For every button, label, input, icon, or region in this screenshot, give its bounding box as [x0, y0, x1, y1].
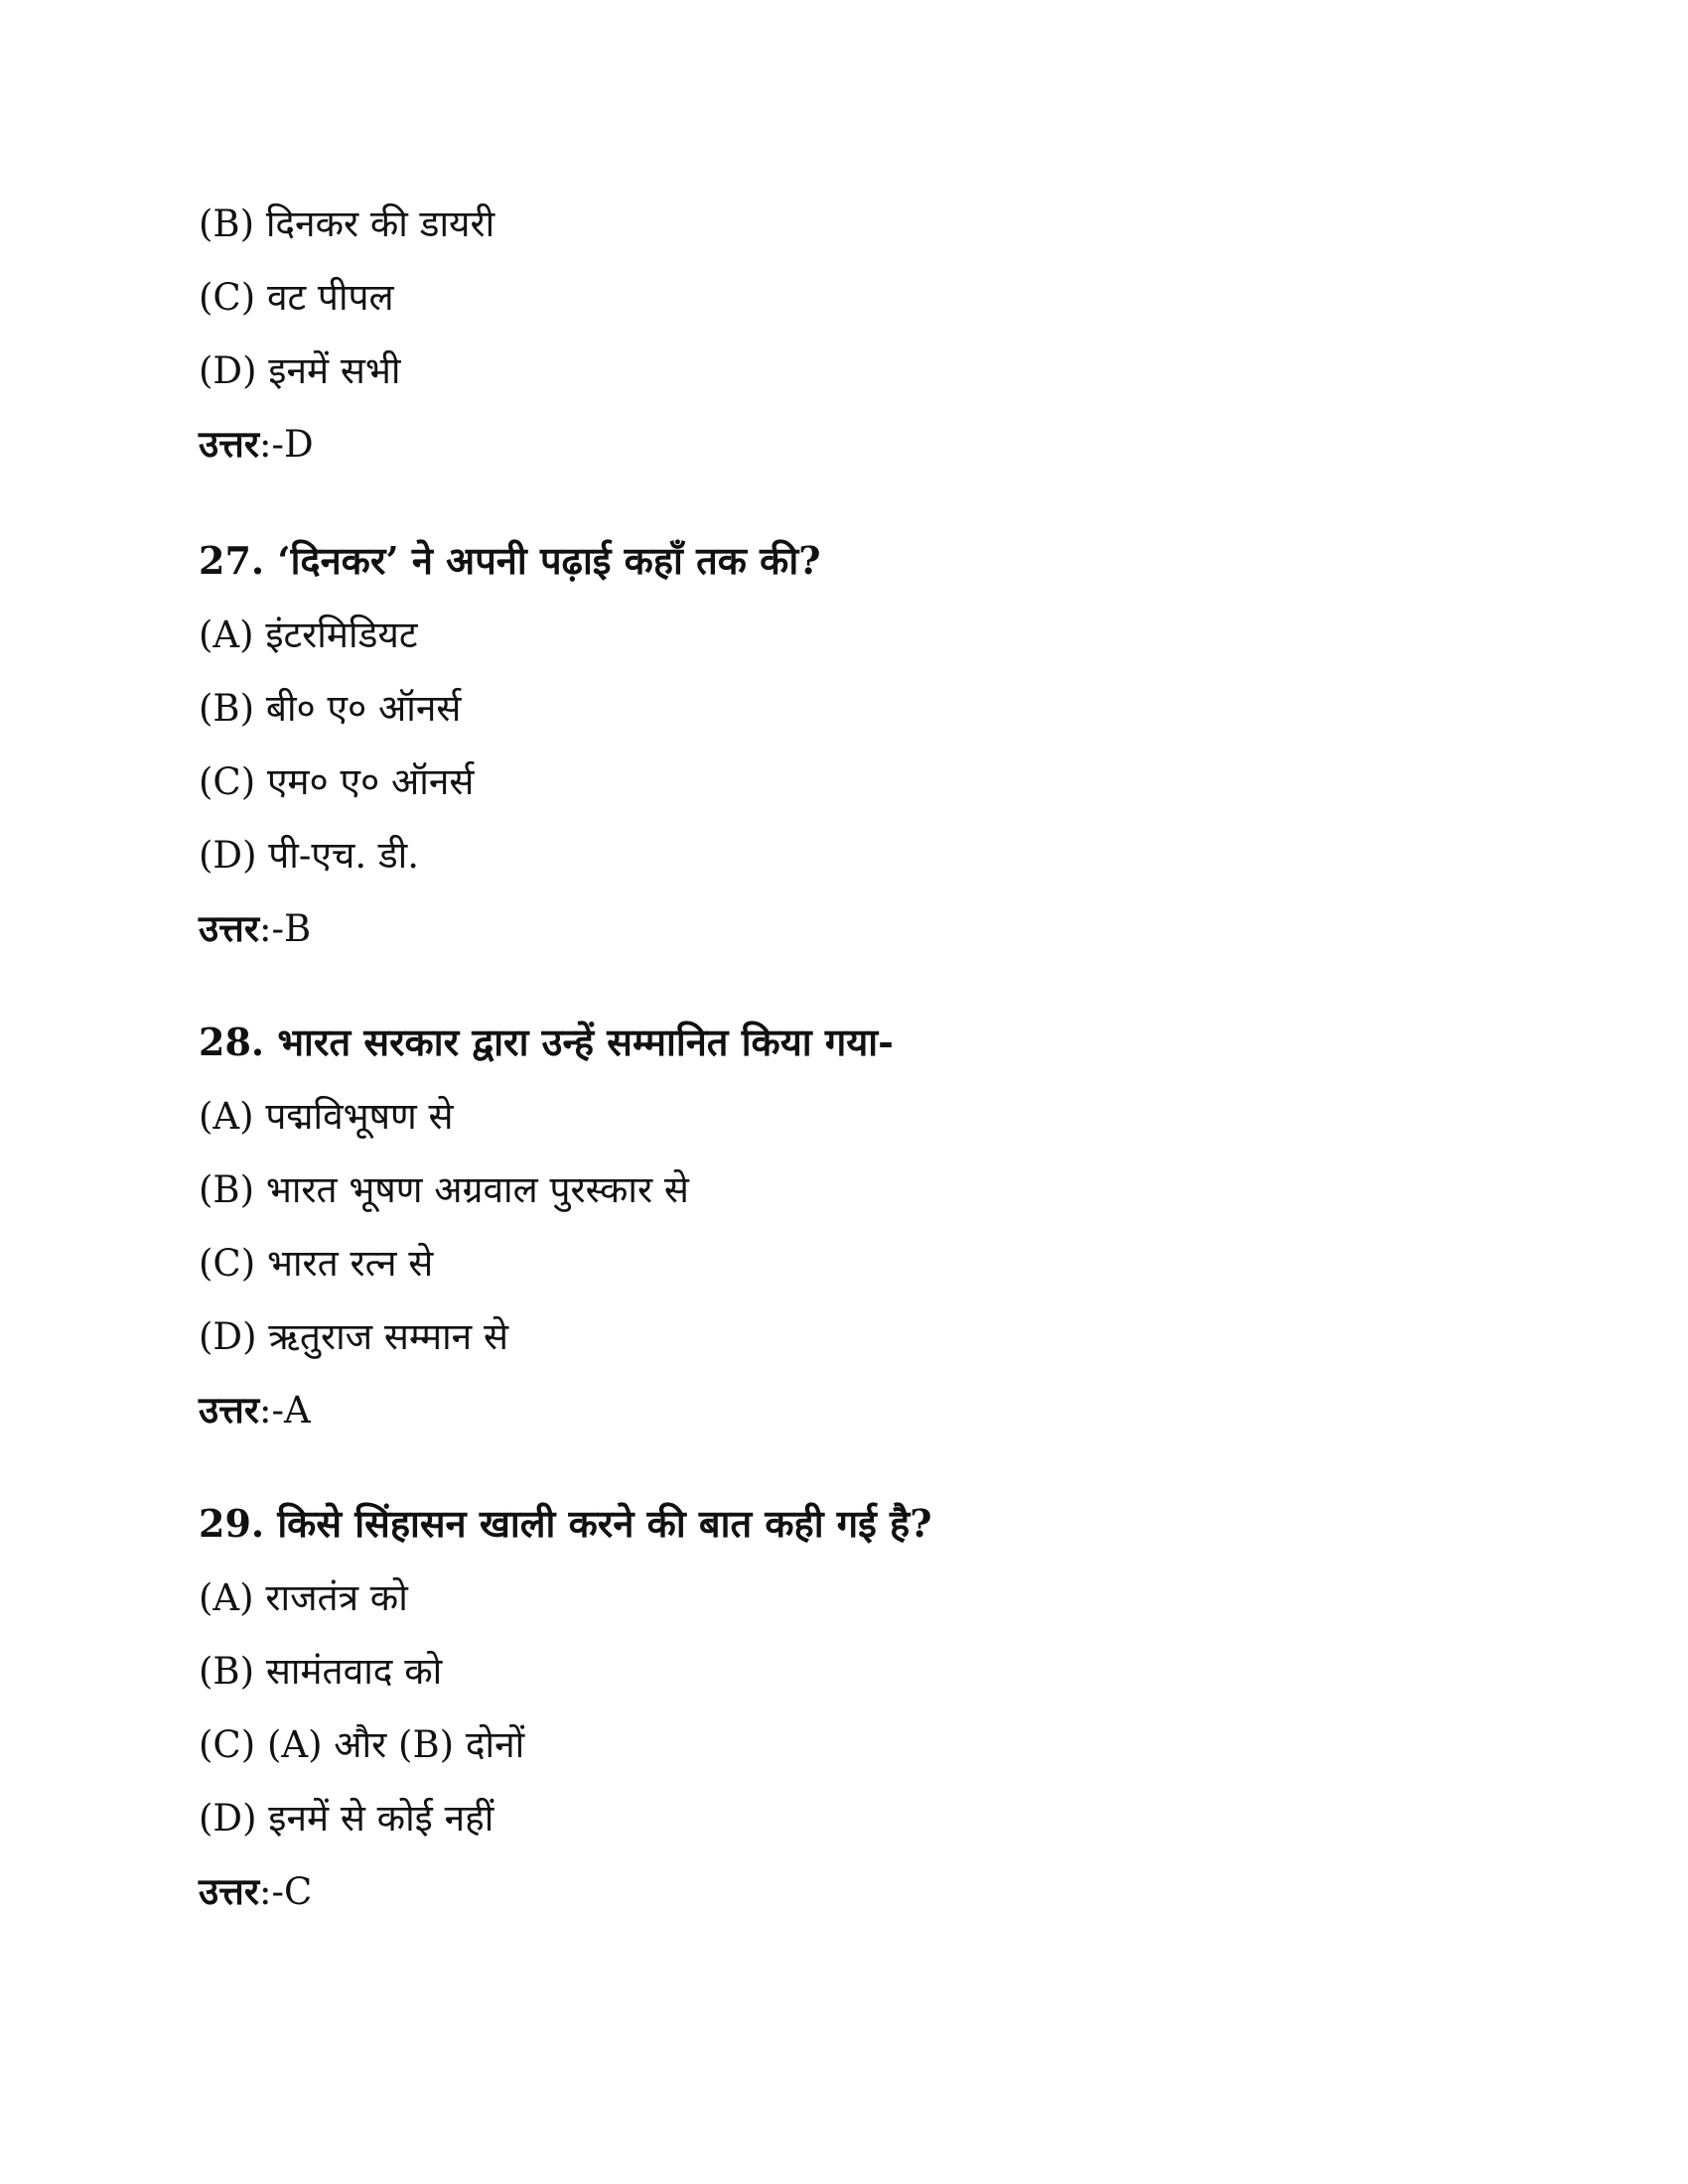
option-c: (C) (A) और (B) दोनों	[199, 1722, 525, 1766]
option-c: (C) एम० ए० ऑनर्स	[199, 759, 475, 803]
option-d: (D) इनमें से कोई नहीं	[199, 1796, 494, 1840]
question-28	[199, 1006, 1489, 1446]
option-b: (B) बी० ए० ऑनर्स	[199, 686, 462, 730]
option-b: (B) भारत भूषण अग्रवाल पुरस्कार से	[199, 1167, 689, 1211]
answer-label: उत्तर	[199, 905, 259, 950]
option-d: (D) पी-एच. डी.	[199, 833, 420, 877]
option-a: (A) इंटरमिडियट	[199, 613, 418, 656]
option-c: (C) भारत रत्न से	[199, 1241, 434, 1285]
answer-value: A	[283, 1388, 311, 1432]
answer-separator: :-	[258, 906, 284, 950]
option-c: (C) वट पीपल	[199, 275, 394, 319]
option-a: (A) राजतंत्र को	[199, 1575, 408, 1619]
option-a: (A) पद्मविभूषण से	[199, 1094, 454, 1138]
answer-value: B	[283, 906, 312, 950]
answer-line	[199, 891, 1489, 965]
question-text: 27. ‘दिनकर’ ने अपनी पढ़ाई कहाँ तक की?	[199, 538, 821, 583]
answer-separator: :-	[258, 1869, 284, 1913]
question-26-continuation	[199, 187, 1489, 480]
option-b: (B) सामंतवाद को	[199, 1649, 443, 1693]
answer-line	[199, 1373, 1489, 1446]
answer-line	[199, 1854, 1489, 1928]
option-b: (B) दिनकर की डायरी	[199, 202, 495, 245]
question-text: 29. किसे सिंहासन खाली करने की बात कही गई है?	[199, 1501, 932, 1546]
question-text: 28. भारत सरकार द्वारा उन्हें सम्मानित किया गया-	[199, 1020, 894, 1064]
question-29	[199, 1487, 1489, 1928]
question-27	[199, 524, 1489, 965]
answer-label: उत्तर	[199, 1868, 259, 1913]
answer-label: उत्तर	[199, 1387, 259, 1432]
option-d: (D) इनमें सभी	[199, 348, 401, 392]
answer-separator: :-	[258, 1388, 284, 1432]
answer-line	[199, 407, 1489, 480]
answer-separator: :-	[258, 422, 284, 466]
option-d: (D) ऋतुराज सम्मान से	[199, 1314, 508, 1358]
answer-value: D	[283, 422, 314, 466]
answer-label: उत्तर	[199, 421, 259, 466]
answer-value: C	[283, 1869, 313, 1913]
